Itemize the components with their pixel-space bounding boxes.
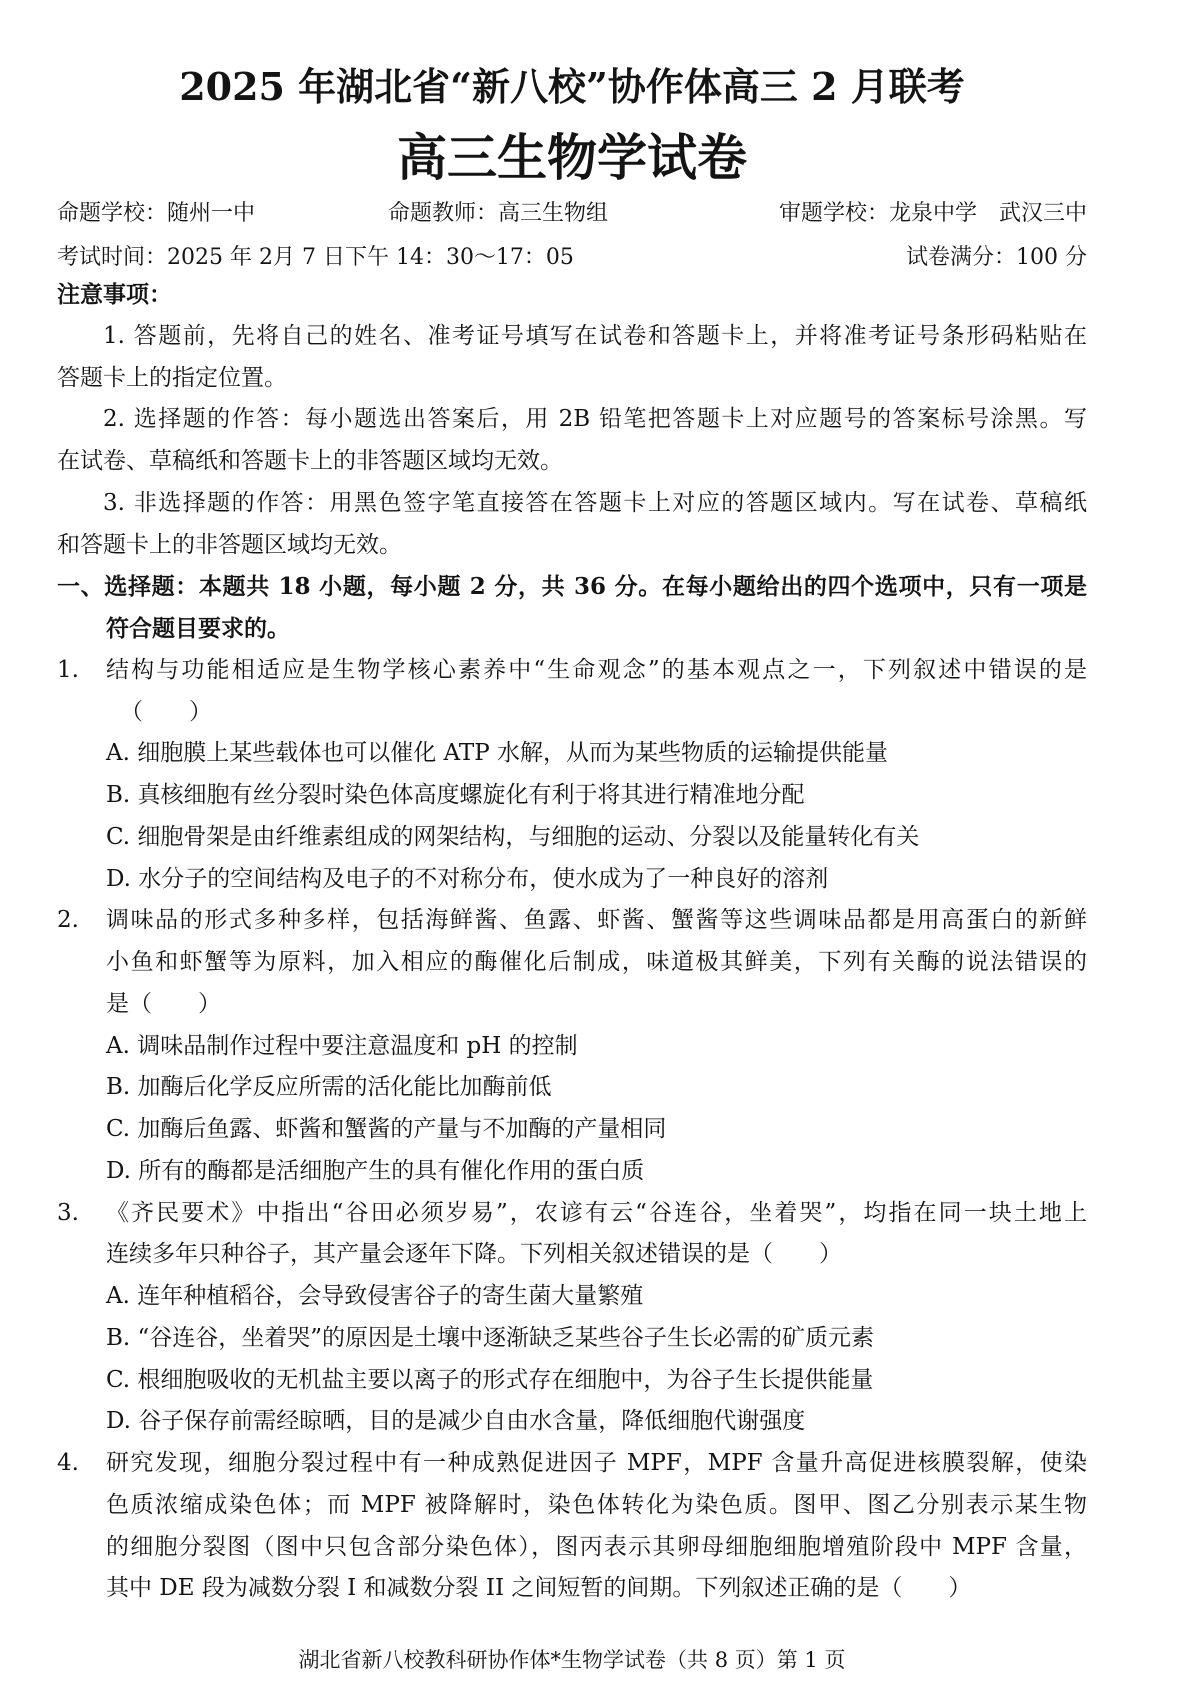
- setter-teacher: 命题教师：高三生物组: [388, 201, 609, 226]
- question-1-answer-blank: （ ）: [120, 698, 212, 725]
- question-number: 2.: [57, 907, 79, 934]
- question-2-stem-line-3: 是（ ）: [106, 990, 221, 1017]
- question-2-stem-line-1: [57, 900, 1087, 942]
- question-3-option-b: B. “谷连谷，坐着哭”的原因是土壤中逐渐缺乏某些谷子生长必需的矿质元素: [106, 1324, 875, 1351]
- question-4-stem-line-4: 其中 DE 段为减数分裂 I 和减数分裂 II 之间短暂的间期。下列叙述正确的是（ ）: [106, 1575, 972, 1602]
- section-heading-line-2: 符合题目要求的。: [106, 615, 290, 642]
- setter-school: 命题学校：随州一中: [57, 201, 256, 226]
- question-stem-text: 结构与功能相适应是生物学核心素养中“生命观念”的基本观点之一，下列叙述中错误的是: [106, 656, 1087, 683]
- question-number: 1.: [57, 656, 79, 683]
- notice-item-2-line-2: 在试卷、草稿纸和答题卡上的非答题区域均无效。: [57, 448, 563, 474]
- paper-subtitle: 高三生物学试卷: [397, 128, 747, 187]
- notice-item-3-line-2: 和答题卡上的非答题区域均无效。: [57, 531, 402, 558]
- question-2-option-d: D. 所有的酶都是活细胞产生的具有催化作用的蛋白质: [106, 1157, 645, 1184]
- question-4-stem-line-2: 色质浓缩成染色体；而 MPF 被降解时，染色体转化为染色质。图甲、图乙分别表示某生物: [106, 1491, 1087, 1518]
- question-4-stem-line-3: 的细胞分裂图（图中只包含部分染色体），图丙表示其卵母细胞细胞增殖阶段中 MPF 含量，: [106, 1533, 1087, 1560]
- notice-item-3-line-1: 3. 非选择题的作答：用黑色签字笔直接答在答题卡上对应的答题区域内。写在试卷、草稿纸: [103, 489, 1087, 516]
- notice-item-1-line-1: 1. 答题前，先将自己的姓名、准考证号填写在试卷和答题卡上，并将准考证号条形码粘贴在: [103, 322, 1087, 349]
- question-3-stem-line-2: 连续多年只种谷子，其产量会逐年下降。下列相关叙述错误的是（ ）: [106, 1241, 842, 1268]
- notice-heading: 注意事项：: [57, 281, 172, 308]
- question-2-option-a: A. 调味品制作过程中要注意温度和 pH 的控制: [106, 1032, 578, 1059]
- question-1-stem-line-1: [57, 650, 1087, 692]
- notice-item-2-line-1: 2. 选择题的作答：每小题选出答案后，用 2B 铅笔把答题卡上对应题号的答案标号涂黑。写: [103, 406, 1087, 433]
- question-3-option-c: C. 根细胞吸收的无机盐主要以离子的形式存在细胞中，为谷子生长提供能量: [106, 1366, 874, 1393]
- exam-title: 2025 年湖北省“新八校”协作体高三 2 月联考: [179, 64, 965, 109]
- question-stem-text: 研究发现，细胞分裂过程中有一种成熟促进因子 MPF，MPF 含量升高促进核膜裂解，使染: [106, 1450, 1087, 1476]
- page-footer: 湖北省新八校教科研协作体*生物学试卷（共 8 页）第 1 页: [298, 1648, 846, 1672]
- exam-time: 考试时间：2025 年 2月 7 日下午 14：30～17：05: [57, 245, 574, 270]
- full-score: 试卷满分：100 分: [906, 245, 1087, 270]
- exam-body: [57, 274, 1087, 1610]
- reviewer-school: 审题学校：龙泉中学 武汉三中: [778, 201, 1087, 226]
- question-3-option-a: A. 连年种植稻谷，会导致侵害谷子的寄生菌大量繁殖: [106, 1283, 644, 1309]
- question-3-option-d: D. 谷子保存前需经晾晒，目的是减少自由水含量，降低细胞代谢强度: [106, 1408, 806, 1435]
- question-stem-text: 《齐民要术》中指出“谷田必须岁易”，农谚有云“谷连谷，坐着哭”，均指在同一块土地上: [106, 1199, 1087, 1226]
- question-1-option-c: C. 细胞骨架是由纤维素组成的网架结构，与细胞的运动、分裂以及能量转化有关: [106, 823, 920, 850]
- question-number: 3.: [57, 1199, 79, 1226]
- question-4-stem-line-1: [57, 1443, 1087, 1485]
- question-number: 4.: [57, 1450, 79, 1476]
- question-stem-text: 调味品的形式多种多样，包括海鲜酱、鱼露、虾酱、蟹酱等这些调味品都是用高蛋白的新鲜: [106, 907, 1087, 934]
- question-2-option-c: C. 加酶后鱼露、虾酱和蟹酱的产量与不加酶的产量相同: [106, 1116, 667, 1142]
- question-1-option-a: A. 细胞膜上某些载体也可以催化 ATP 水解，从而为某些物质的运输提供能量: [106, 740, 889, 767]
- question-1-option-b: B. 真核细胞有丝分裂时染色体高度螺旋化有利于将其进行精准地分配: [106, 782, 805, 808]
- question-2-stem-line-2: 小鱼和虾蟹等为原料，加入相应的酶催化后制成，味道极其鲜美，下列有关酶的说法错误的: [106, 949, 1087, 975]
- section-heading-line-1: 一、选择题：本题共 18 小题，每小题 2 分，共 36 分。在每小题给出的四个选项中，只有一项是: [57, 573, 1087, 601]
- question-1-option-d: D. 水分子的空间结构及电子的不对称分布，使水成为了一种良好的溶剂: [106, 865, 829, 892]
- question-2-option-b: B. 加酶后化学反应所需的活化能比加酶前低: [106, 1074, 552, 1101]
- question-3-stem-line-1: [57, 1193, 1087, 1235]
- notice-item-1-line-2: 答题卡上的指定位置。: [57, 364, 287, 391]
